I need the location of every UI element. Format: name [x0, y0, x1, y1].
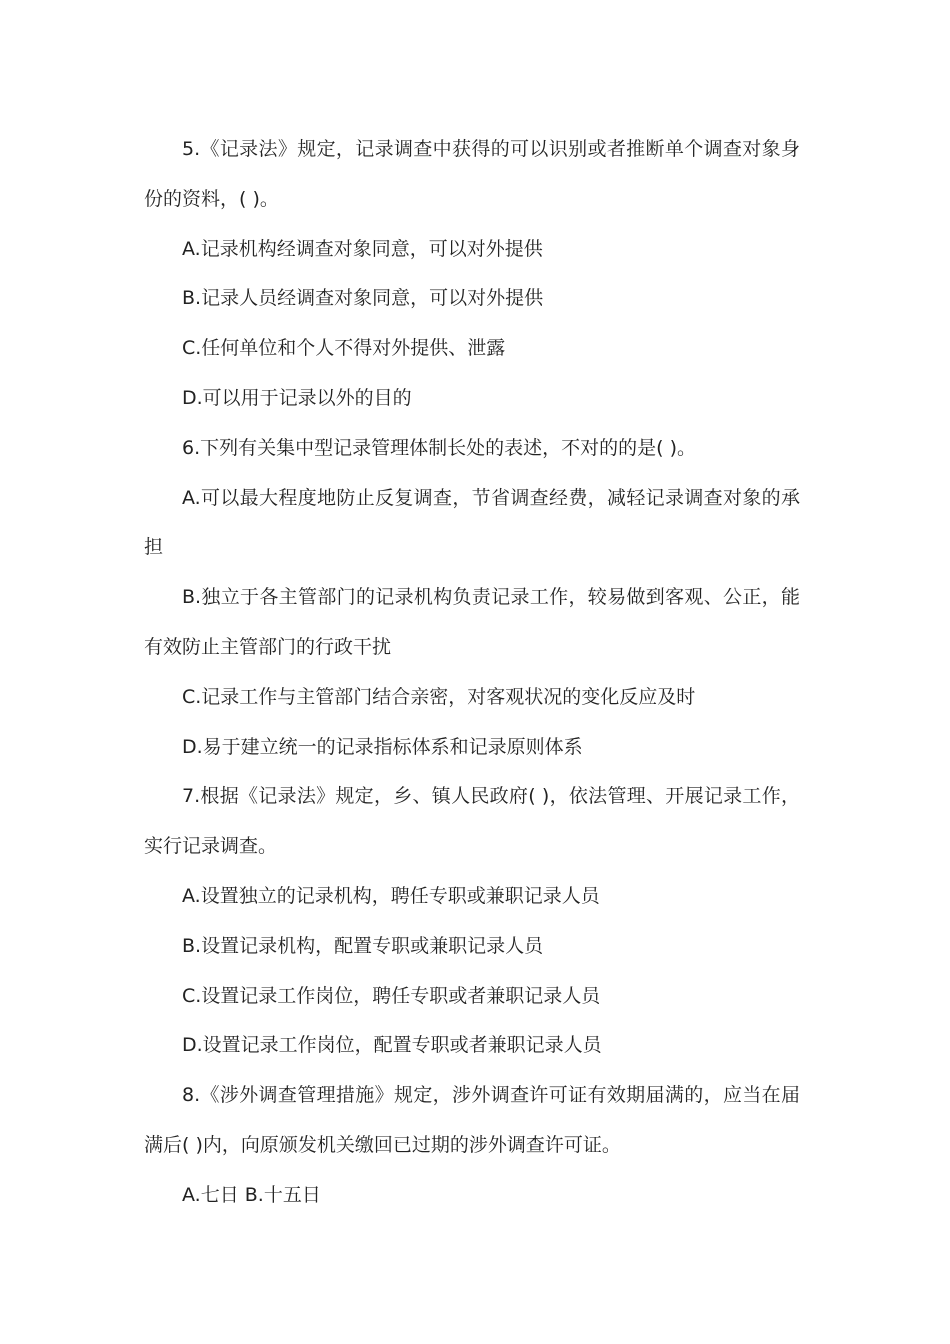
- question-6-option-a: A.可以最大程度地防止反复调查，节省调查经费，减轻记录调查对象的承担: [144, 486, 800, 559]
- question-5-option-c: C.任何单位和个人不得对外提供、泄露: [182, 337, 506, 360]
- question-6-stem: 6.下列有关集中型记录管理体制长处的表述，不对的的是( )。: [182, 436, 696, 459]
- question-5-option-a: A.记录机构经调查对象同意，可以对外提供: [182, 237, 543, 260]
- question-5-option-d: D.可以用于记录以外的目的: [182, 386, 412, 409]
- question-6-option-d: D.易于建立统一的记录指标体系和记录原则体系: [182, 735, 583, 758]
- question-5-stem: 5.《记录法》规定，记录调查中获得的可以识别或者推断单个调查对象身份的资料，( )。: [144, 138, 800, 210]
- question-7-option-b: B.设置记录机构，配置专职或兼职记录人员: [182, 934, 544, 957]
- question-7-option-d: D.设置记录工作岗位，配置专职或者兼职记录人员: [182, 1034, 602, 1057]
- question-8-options-ab: A.七日 B.十五日: [182, 1183, 321, 1206]
- question-7-option-a: A.设置独立的记录机构，聘任专职或兼职记录人员: [182, 884, 600, 907]
- question-8-stem: 8.《涉外调查管理措施》规定，涉外调查许可证有效期届满的，应当在届满后( )内，向原颁发机关缴回已过期的涉外调查许可证。: [144, 1084, 800, 1156]
- question-7-stem: 7.根据《记录法》规定，乡、镇人民政府( )，依法管理、开展记录工作，实行记录调查。: [144, 785, 800, 858]
- question-6-option-c: C.记录工作与主管部门结合亲密，对客观状况的变化反应及时: [182, 685, 696, 708]
- question-7-option-c: C.设置记录工作岗位，聘任专职或者兼职记录人员: [182, 984, 601, 1007]
- document-body: [144, 125, 800, 1221]
- question-5-option-b: B.记录人员经调查对象同意，可以对外提供: [182, 287, 544, 310]
- question-6-option-b: B.独立于各主管部门的记录机构负责记录工作，较易做到客观、公正，能有效防止主管部门的行政干扰: [144, 586, 800, 658]
